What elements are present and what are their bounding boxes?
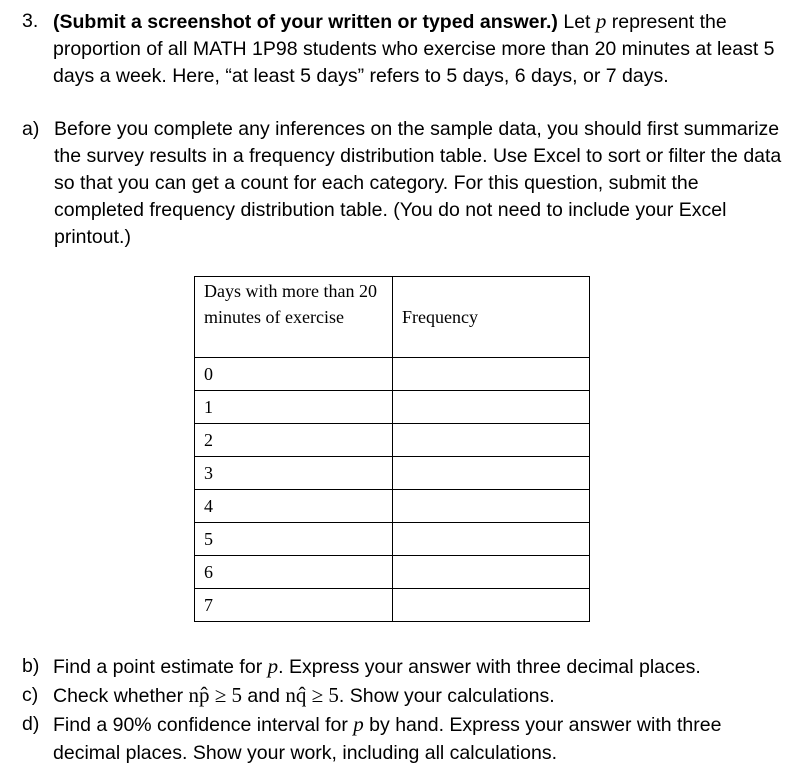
days-cell: 3 <box>195 457 393 490</box>
table-row <box>195 556 590 589</box>
part-c <box>22 681 792 710</box>
table-row <box>195 424 590 457</box>
days-cell: 1 <box>195 391 393 424</box>
part-b <box>22 652 792 681</box>
nq-hat-expression: nq̂ ≥ 5 <box>285 683 339 707</box>
frequency-cell[interactable] <box>393 391 590 424</box>
frequency-cell[interactable] <box>393 556 590 589</box>
table-header-row <box>195 277 590 358</box>
frequency-cell[interactable] <box>393 424 590 457</box>
days-cell: 5 <box>195 523 393 556</box>
days-cell: 7 <box>195 589 393 622</box>
table-row <box>195 457 590 490</box>
part-c-text: Check whether np̂ ≥ 5 and nq̂ ≥ 5. Show your calculations. <box>53 683 555 707</box>
p-symbol: p <box>353 712 364 736</box>
table-row <box>195 391 590 424</box>
table-row <box>195 589 590 622</box>
header-frequency: Frequency <box>393 277 590 358</box>
np-hat-expression: np̂ ≥ 5 <box>188 683 243 707</box>
question-3-text: (Submit a screenshot of your written or typed answer.) Let p represent the proportion of all MATH 1P98 students who exercise more than 20 minutes at least 5 days a week. Here, “at least 5 days” refers to 5 days, 6 days, or 7 days. <box>53 9 775 87</box>
part-d <box>22 710 792 767</box>
part-a-label: a) <box>22 118 40 140</box>
frequency-cell[interactable] <box>393 490 590 523</box>
table-row <box>195 358 590 391</box>
part-d-text: Find a 90% confidence interval for p by hand. Express your answer with three decimal places. Show your work, including all calculations. <box>53 712 722 764</box>
days-cell: 6 <box>195 556 393 589</box>
question-3 <box>22 8 792 90</box>
part-c-label: c) <box>22 684 39 706</box>
table-row <box>195 490 590 523</box>
days-cell: 4 <box>195 490 393 523</box>
part-b-label: b) <box>22 655 40 677</box>
frequency-table <box>194 276 590 622</box>
part-a <box>22 116 792 251</box>
question-number: 3. <box>22 10 39 32</box>
part-b-text: Find a point estimate for p. Express your answer with three decimal places. <box>53 654 701 678</box>
p-symbol: p <box>595 9 607 33</box>
part-a-text: Before you complete any inferences on the sample data, you should first summarize the survey results in a frequency distribution table. Use Excel to sort or filter the data so that you can get a count for each category. For this question, submit the completed frequency distribution table. (You do not need to include your Excel printout.) <box>54 118 782 248</box>
p-symbol: p <box>267 654 279 678</box>
frequency-cell[interactable] <box>393 457 590 490</box>
parts-bcd <box>22 652 792 767</box>
header-days: Days with more than 20 minutes of exercise <box>195 277 393 358</box>
days-cell: 2 <box>195 424 393 457</box>
submit-instruction: (Submit a screenshot of your written or typed answer.) <box>53 11 558 33</box>
part-d-label: d) <box>22 713 40 735</box>
table-row <box>195 523 590 556</box>
frequency-cell[interactable] <box>393 589 590 622</box>
frequency-cell[interactable] <box>393 358 590 391</box>
frequency-cell[interactable] <box>393 523 590 556</box>
days-cell: 0 <box>195 358 393 391</box>
